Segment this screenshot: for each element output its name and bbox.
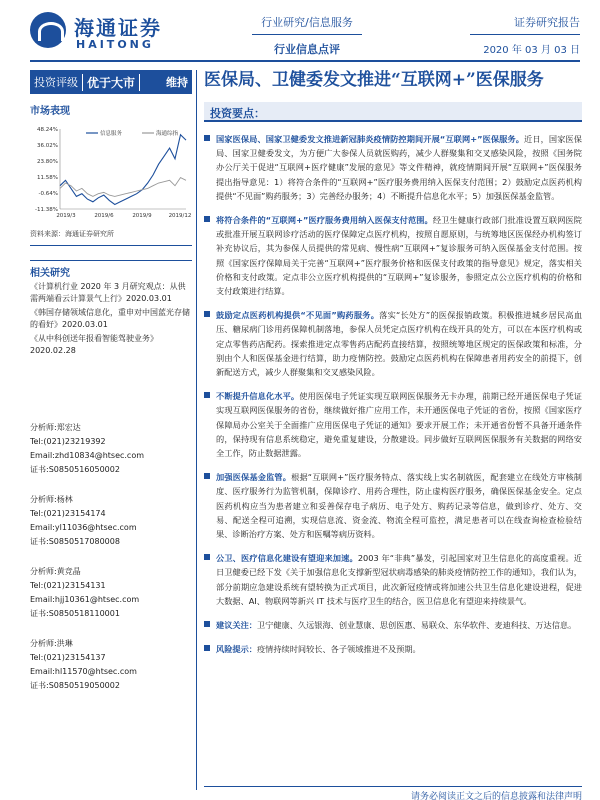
key-point-item	[204, 213, 582, 298]
column-divider	[196, 70, 197, 790]
key-points-heading: 投资要点：	[204, 102, 582, 122]
analyst-tel: Tel:(021)23154131	[30, 581, 106, 590]
related-title: 相关研究	[30, 268, 70, 279]
key-point-item	[204, 308, 582, 379]
y-tick-label: 48.24%	[37, 127, 58, 133]
y-tick-label: 11.58%	[37, 175, 58, 181]
key-point-heading: 建议关注：	[216, 620, 257, 631]
key-point-text: 根据“互联网+”医疗服务特点、落实线上实名制就医，配套建立在线处方审核制度、医疗服务行为监管机制，保障诊疗、用药合理性，防止虚构医疗服务，确保医保基金安全。定点医药机构应当为患者建立和妥善保存电子病历、电子处方、购药记录等信息，做到诊疗、处方、交易、配送全程可追溯，实现信息流、资金流、物流全程可监控，满足患者可以在线查询检查检验结果、诊断治疗方案、处方和医嘱等病历资料。	[216, 472, 582, 540]
analyst-tel: Tel:(021)23154137	[30, 653, 106, 662]
x-tick-label: 2019/9	[132, 213, 152, 219]
bullet-square-icon	[204, 554, 210, 560]
header-meta	[470, 14, 580, 56]
analyst-email[interactable]: Email:hl11570@htsec.com	[30, 667, 137, 676]
key-point-text: 近日，国家医保局、国家卫健委发文，为方便广大参保人员就医购药，减少人群聚集和交叉感染风险，按照《国务院办公厅关于促进“互联网+医疗健康”发展的意见》等文件精神，就疫情期间开展“互联网+”医保服务提出指导意见：1）将符合条件的“互联网+”医疗服务费用纳入医保支付范围；2）鼓励定点医药机构提供“不见面”购药服务；3）完善经办服务；4）不断提升信息化水平；5）加强医保基金监管。	[216, 134, 582, 201]
bullet-square-icon	[204, 645, 210, 651]
market-chart	[30, 121, 192, 225]
market-chart-svg	[30, 121, 192, 225]
analyst-cert: 证书:S0850517080008	[30, 537, 120, 546]
analyst-cert: 证书:S0850516050002	[30, 465, 120, 474]
key-point-item	[204, 642, 582, 656]
analyst-email[interactable]: Email:hjj10361@htsec.com	[30, 595, 140, 604]
rating-bar	[30, 70, 192, 94]
analyst-tel: Tel:(021)23219392	[30, 437, 106, 446]
y-tick-label: 36.02%	[37, 143, 58, 149]
haitong-logo	[30, 10, 170, 56]
key-point-heading: 公卫、医疗信息化建设有望迎来加速。	[216, 553, 358, 564]
key-point-item	[204, 470, 582, 541]
key-point-text: 使用医保电子凭证实现互联网医保服务无卡办理，前期已经开通医保电子凭证实现互联网医保服务的省份，继续做好推广应用工作，未开通医保电子凭证的省份，按照《国家医疗保障局办公室关于全面推广应用医保电子凭证的通知》要求开展工作；未开通省份暂不具备开通条件的，保持现有信息系统稳定，避免重复建设，分散建设。同步做好互联网医保服务有关数据的网络安全工作，防止数据泄露。	[216, 391, 582, 459]
report-header	[0, 0, 600, 62]
related-research	[30, 260, 192, 357]
analyst-email[interactable]: Email:yl11036@htsec.com	[30, 523, 137, 532]
header-category	[252, 14, 362, 57]
y-tick-label: -0.64%	[38, 191, 58, 197]
report-kind: 证券研究报告	[470, 14, 580, 35]
related-item[interactable]: 《从中科创送年报看智能驾驶业务》2020.02.28	[30, 334, 158, 355]
header-divider	[30, 60, 580, 62]
report-title: 医保局、卫健委发文推进“互联网+”医保服务	[204, 70, 544, 90]
bullet-square-icon	[204, 473, 210, 479]
market-title: 市场表现	[30, 106, 70, 117]
analyst-cert: 证书:S0850519050002	[30, 681, 120, 690]
x-tick-label: 2019/12	[168, 213, 192, 219]
analyst-card	[30, 421, 192, 477]
legend-label: 信息服务	[100, 131, 123, 137]
bullet-list	[204, 132, 582, 657]
analyst-name: 分析师:郑宏达	[30, 423, 81, 432]
x-tick-label: 2019/3	[56, 213, 76, 219]
key-point-heading: 鼓励定点医药机构提供“不见面”购药服务。	[216, 310, 380, 321]
key-point-heading: 不断提升信息化水平。	[216, 391, 300, 402]
sidebar	[30, 70, 192, 709]
haitong-logo-icon	[30, 12, 66, 48]
x-tick-label: 2019/6	[94, 213, 114, 219]
series-line-haitong-index	[60, 178, 186, 197]
chart-source: 资料来源：海通证券研究所	[30, 229, 192, 246]
report-type: 行业信息点评	[274, 43, 340, 56]
analyst-tel: Tel:(021)23154174	[30, 509, 106, 518]
rating-value: 优于大市	[82, 74, 140, 91]
key-point-text: 落实“长处方”的医保报销政策。积极推进城乡居民高血压、糖尿病门诊用药保障机制落地，参保人员凭定点医疗机构在线开具的处方，可以在本医疗机构或定点零售药店配药。探索推进定点零售药店配药直接结算，按照统筹地区规定的医保政策和标准，分别由个人和医保基金进行结算，助力疫情防控。鼓励定点医药机构在保障患者用药安全的前提下，创新配送方式，减少人群聚集和交叉感染风险。	[216, 310, 583, 378]
key-point-item	[204, 132, 582, 203]
key-point-heading: 加强医保基金监管。	[216, 472, 292, 483]
analyst-cert: 证书:S0850518110001	[30, 609, 120, 618]
disclaimer-footer: 请务必阅读正文之后的信息披露和法律声明	[204, 786, 582, 800]
related-item[interactable]: 《韩国存储领域信息化，重申对中国蓝光存储的看好》2020.03.01	[30, 308, 190, 329]
bullet-square-icon	[204, 621, 210, 627]
key-point-item	[204, 551, 582, 608]
y-tick-label: 23.80%	[37, 159, 58, 165]
key-point-heading: 将符合条件的“互联网+”医疗服务费用纳入医保支付范围。	[216, 215, 433, 226]
key-point-text: 卫宁健康、久远银海、创业慧康、思创医惠、易联众、东华软件、麦迪科技、万达信息。	[256, 620, 577, 631]
legend-label: 海通综指	[156, 131, 179, 137]
key-point-item	[204, 389, 582, 460]
analyst-card	[30, 637, 192, 693]
bullet-square-icon	[204, 216, 210, 222]
analyst-card	[30, 493, 192, 549]
key-point-item	[204, 618, 582, 632]
bullet-square-icon	[204, 392, 210, 398]
logo-cn: 海通证券	[74, 16, 162, 40]
logo-en: HAITONG	[76, 38, 154, 51]
analyst-name: 分析师:黄竞晶	[30, 567, 81, 576]
report-date: 2020 年 03 月 03 日	[483, 45, 580, 56]
main-content	[204, 68, 582, 657]
key-point-heading: 风险提示：	[216, 644, 257, 655]
key-point-heading: 国家医保局、国家卫健委发文推进新冠肺炎疫情防控期间开展“互联网+”医保服务。	[216, 134, 525, 144]
analyst-email[interactable]: Email:zhd10834@htsec.com	[30, 451, 145, 460]
bullet-square-icon	[204, 135, 210, 141]
related-item[interactable]: 《计算机行业 2020 年 3 月研究观点：从供需两端看云计算景气上行》2020.03.01	[30, 282, 186, 303]
analyst-name: 分析师:洪琳	[30, 639, 73, 648]
key-point-text: 疫情持续时间较长、各子领域推进不及预期。	[256, 644, 421, 655]
y-tick-label: -11.38%	[35, 207, 58, 213]
rating-label: 投资评级	[34, 76, 78, 89]
analyst-name: 分析师:杨林	[30, 495, 73, 504]
analyst-card	[30, 565, 192, 621]
industry-label: 行业研究/信息服务	[252, 14, 362, 35]
key-point-text: 经卫生健康行政部门批准设置互联网医院或批准开展互联网诊疗活动的医疗保障定点医疗机构，按照自愿原则，与统筹地区医保经办机构签订补充协议后，其为参保人员提供的常见病、慢性病“互联网+”复诊服务可纳入医保基金支付范围。按照《国家医疗保障局关于完善“互联网+”医疗服务价格和医保支付政策的指导意见》规定，落实相关价格和支付政策。定点非公立医疗机构提供的“互联网+”复诊服务，参照定点公立医疗机构的价格和支付政策进行结算。	[216, 215, 582, 297]
analyst-list	[30, 421, 192, 693]
bullet-square-icon	[204, 311, 210, 317]
rating-change: 维持	[166, 76, 188, 89]
key-point-text: 2003 年“非典”暴发，引起国家对卫生信息化的高度重视。近日卫健委已经下发《关于加强信息化支撑新型冠状病毒感染的肺炎疫情防控工作的通知》，我们认为，部分前期应急建设系统有望转换为正式项目，此次新冠疫情或将加速公共卫生信息化建设进程，促进大数据、AI、物联网等新兴 IT 技术与医疗卫生的结合，医卫信息化有望迎来持续景气。	[216, 553, 582, 606]
